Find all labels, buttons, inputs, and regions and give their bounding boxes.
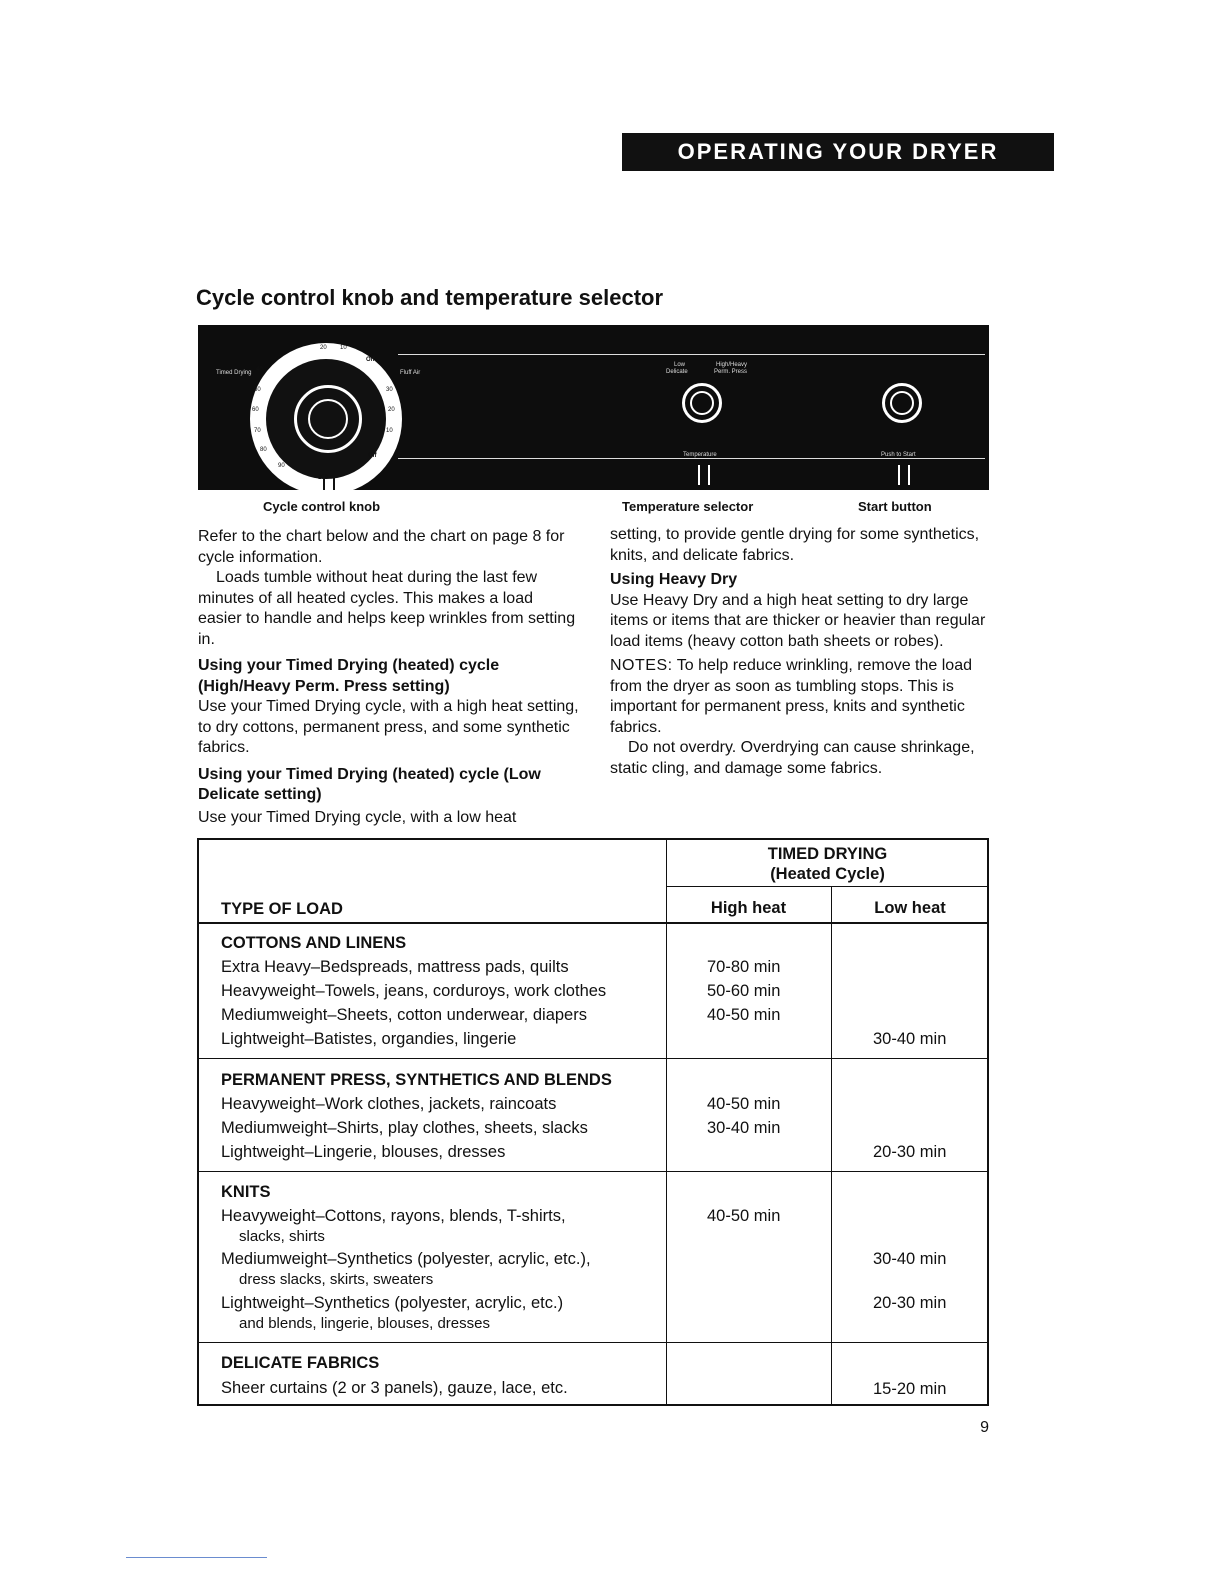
low-heat-time: 20-30 min <box>873 1143 947 1161</box>
load-row: Lightweight–Synthetics (polyester, acrylic, etc.) <box>221 1294 564 1312</box>
group-title: DELICATE FABRICS <box>221 1354 380 1372</box>
subheading: Using your Timed Drying (heated) cycle (Low Delicate setting) <box>198 765 541 803</box>
group-title: COTTONS AND LINENS <box>221 934 407 952</box>
dial-off-top: Off <box>366 357 375 363</box>
caption-temperature-selector: Temperature selector <box>622 499 754 514</box>
high-heat-time: 40-50 min <box>707 1006 781 1024</box>
load-row-continued: dress slacks, skirts, sweaters <box>239 1271 434 1288</box>
load-row: Heavyweight–Towels, jeans, corduroys, work clothes <box>221 982 607 1000</box>
dial-number: 20 <box>388 407 395 413</box>
low-heat-time: 30-40 min <box>873 1030 947 1048</box>
left-column <box>198 527 580 828</box>
paragraph: Do not overdry. Overdrying can cause shrinkage, static cling, and damage some fabrics. <box>610 739 975 777</box>
high-heat-time: 70-80 min <box>707 958 781 976</box>
paragraph: Loads tumble without heat during the last few minutes of all heated cycles. This makes a load easier to handle and helps keep wrinkles from setting in. <box>198 569 576 648</box>
low-heat-time: 30-40 min <box>873 1250 947 1268</box>
section-heading: Cycle control knob and temperature selector <box>196 285 664 310</box>
low-heat-time: 20-30 min <box>873 1294 947 1312</box>
right-column <box>610 525 990 779</box>
header-high-heat: High heat <box>710 899 787 917</box>
group-title: PERMANENT PRESS, SYNTHETICS AND BLENDS <box>221 1071 612 1089</box>
paragraph <box>610 656 990 738</box>
temperature-pointer <box>698 465 710 485</box>
notes-text: To help reduce wrinkling, remove the load from the dryer as soon as tumbling stops. This is important for permanent press, knits and synthetic fabrics. <box>610 657 972 736</box>
high-heat-time: 40-50 min <box>707 1095 781 1113</box>
temp-low-label: Low <box>674 362 686 368</box>
drying-time-table <box>197 838 989 1406</box>
temperature-knob-center <box>690 391 714 415</box>
dial-number: 10 <box>386 428 393 434</box>
paragraph: Use your Timed Drying cycle, with a high heat setting, to dry cottons, permanent press, and some synthetic fabrics. <box>198 698 579 756</box>
load-row: Mediumweight–Shirts, play clothes, sheets, slacks <box>221 1119 588 1137</box>
panel-rule-top <box>398 354 985 355</box>
temp-perm-label: Perm. Press <box>714 369 748 375</box>
start-button-center <box>890 391 914 415</box>
table-divider <box>666 840 667 1406</box>
table-divider <box>199 1171 989 1172</box>
cycle-knob-pointer <box>323 475 335 490</box>
section-banner: OPERATING YOUR DRYER <box>622 133 1054 171</box>
dial-number: 60 <box>252 407 259 413</box>
header-timed-drying: TIMED DRYING <box>767 845 888 863</box>
dial-number: 10 <box>340 345 347 351</box>
high-heat-time: 40-50 min <box>707 1207 781 1225</box>
page-number: 9 <box>980 1419 989 1436</box>
table-divider <box>199 1058 989 1059</box>
dial-number: 20 <box>320 345 327 351</box>
panel-rule-bottom <box>398 458 985 459</box>
header-heated-cycle: (Heated Cycle) <box>770 865 885 883</box>
fluff-air-label: Fluff Air <box>400 370 421 376</box>
subheading: Using your Timed Drying (heated) cycle (High/Heavy Perm. Press setting) <box>198 657 500 695</box>
push-to-start-label: Push to Start <box>878 452 919 458</box>
paragraph: setting, to provide gentle drying for some synthetics, knits, and delicate fabrics. <box>610 526 980 564</box>
dial-number: 50 <box>254 387 261 393</box>
dryer-control-panel <box>198 325 989 490</box>
load-row: Heavyweight–Work clothes, jackets, raincoats <box>221 1095 557 1113</box>
header-type-of-load: TYPE OF LOAD <box>221 900 343 918</box>
dial-number: 80 <box>260 447 267 453</box>
caption-start-button: Start button <box>858 499 932 514</box>
paragraph: Use Heavy Dry and a high heat setting to dry large items or items that are thicker or heavier than regular load items (heavy cotton bath sheets or robes). <box>610 591 986 650</box>
high-heat-time: 30-40 min <box>707 1119 781 1137</box>
low-heat-time: 15-20 min <box>873 1380 947 1398</box>
dial-number: 100 <box>318 475 329 481</box>
start-pointer <box>898 465 910 485</box>
dial-number: 70 <box>254 428 261 434</box>
temperature-label: Temperature <box>680 452 720 458</box>
dial-number: 30 <box>386 387 393 393</box>
table-divider <box>666 886 989 887</box>
footer-rule <box>126 1557 267 1558</box>
load-row: Mediumweight–Synthetics (polyester, acrylic, etc.), <box>221 1250 591 1268</box>
temp-delicate-label: Delicate <box>666 369 688 375</box>
group-title: KNITS <box>221 1183 271 1201</box>
load-row-continued: slacks, shirts <box>239 1228 325 1245</box>
table-divider <box>831 886 832 1406</box>
high-heat-time: 50-60 min <box>707 982 781 1000</box>
dial-number: 90 <box>278 463 285 469</box>
load-row: Mediumweight–Sheets, cotton underwear, diapers <box>221 1006 587 1024</box>
dial-number: 40 <box>256 367 263 373</box>
table-divider <box>199 1342 989 1343</box>
timed-drying-label: Timed Drying <box>216 370 252 376</box>
cycle-knob-center <box>308 399 348 439</box>
notes-label: NOTES: <box>610 657 673 674</box>
header-low-heat: Low heat <box>874 899 946 917</box>
subheading: Using Heavy Dry <box>610 571 738 588</box>
caption-cycle-knob: Cycle control knob <box>263 499 381 514</box>
paragraph: Use your Timed Drying cycle, with a low heat <box>198 808 517 826</box>
temp-high-label: High/Heavy <box>716 362 748 368</box>
table-divider <box>199 922 989 924</box>
load-row-continued: and blends, lingerie, blouses, dresses <box>239 1315 490 1332</box>
paragraph: Refer to the chart below and the chart on page 8 for cycle information. <box>198 528 565 566</box>
load-row: Extra Heavy–Bedspreads, mattress pads, quilts <box>221 958 569 976</box>
load-row: Lightweight–Batistes, organdies, lingerie <box>221 1030 517 1048</box>
dial-off-bottom: Off <box>368 453 377 459</box>
load-row: Lightweight–Lingerie, blouses, dresses <box>221 1143 506 1161</box>
load-row: Heavyweight–Cottons, rayons, blends, T-shirts, <box>221 1207 566 1225</box>
load-row: Sheer curtains (2 or 3 panels), gauze, lace, etc. <box>221 1379 568 1397</box>
